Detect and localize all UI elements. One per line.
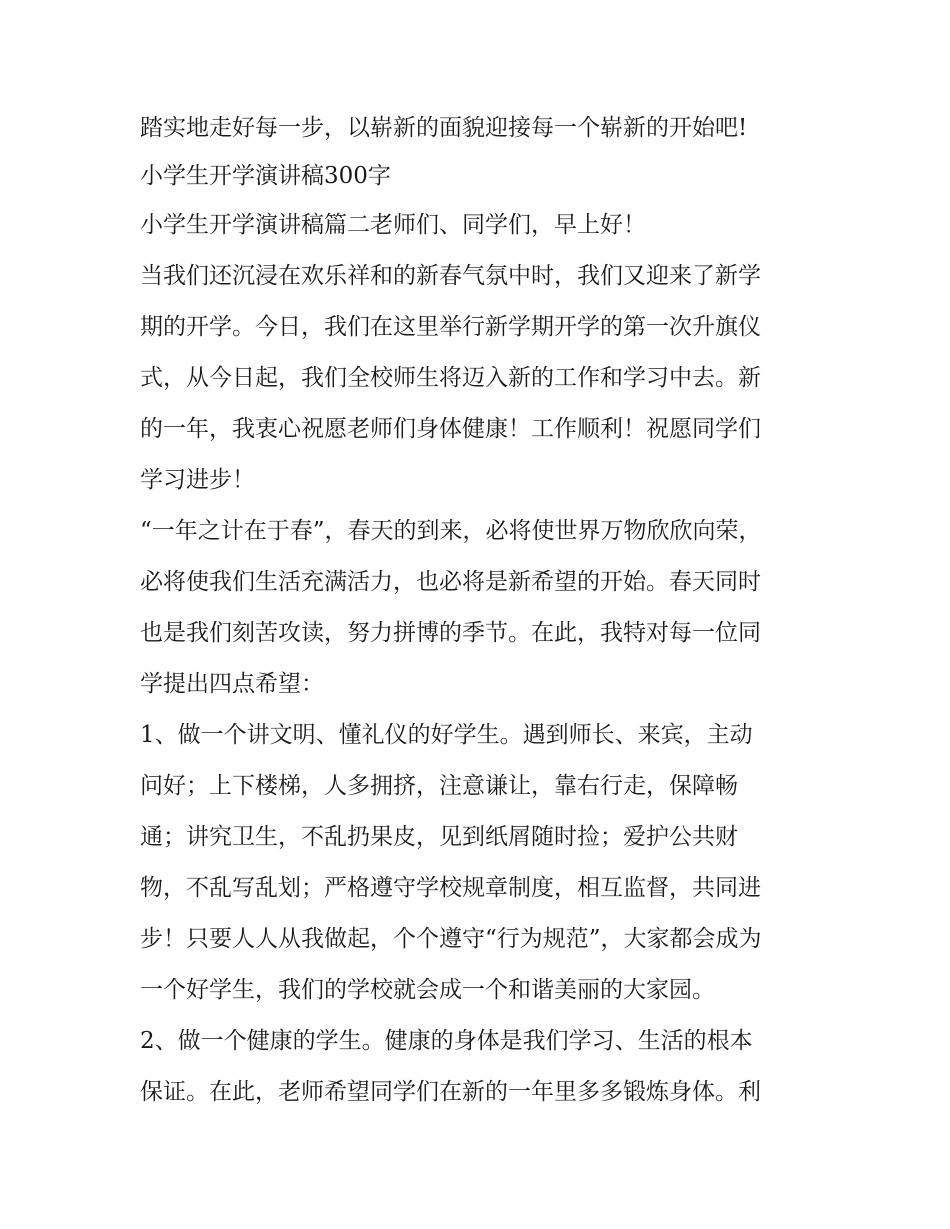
text-line: 一个好学生，我们的学校就会成一个和谐美丽的大家园。: [140, 977, 715, 1003]
list-item-2-line: 2、做一个健康的学生。健康的身体是我们学习、生活的根本: [140, 1028, 753, 1054]
text-line: 学习进步！: [140, 467, 255, 493]
text-line: 踏实地走好每一步，以崭新的面貌迎接每一个崭新的开始吧!: [140, 115, 748, 141]
text-line: 的一年，我衷心祝愿老师们身体健康！工作顺利！祝愿同学们: [140, 416, 761, 442]
text-line: “一年之计在于春”，春天的到来，必将使世界万物欣欣向荣，: [140, 518, 762, 544]
text-line: 式，从今日起，我们全校师生将迈入新的工作和学习中去。新: [140, 365, 761, 391]
text-line: 通；讲究卫生，不乱扔果皮，见到纸屑随时捡；爱护公共财: [140, 824, 738, 850]
list-item-1-line: 1、做一个讲文明、懂礼仪的好学生。遇到师长、来宾，主动: [140, 722, 753, 748]
text-line: 问好；上下楼梯，人多拥挤，注意谦让，靠右行走，保障畅: [140, 773, 738, 799]
text-line: 也是我们刻苦攻读，努力拼博的季节。在此，我特对每一位同: [140, 620, 761, 646]
text-line: 必将使我们生活充满活力，也必将是新希望的开始。春天同时: [140, 569, 761, 595]
text-line: 学提出四点希望：: [140, 671, 324, 697]
document-body: [140, 104, 820, 1118]
section-title: 小学生开学演讲稿300字: [140, 163, 391, 189]
text-line: 步！只要人人从我做起，个个遵守“行为规范”，大家都会成为: [140, 926, 762, 952]
text-line: 期的开学。今日，我们在这里举行新学期开学的第一次升旗仪: [140, 314, 761, 340]
text-line: 保证。在此，老师希望同学们在新的一年里多多锻炼身体。利: [140, 1079, 761, 1105]
text-line: 物，不乱写乱划；严格遵守学校规章制度，相互监督，共同进: [140, 875, 761, 901]
speech-heading: 小学生开学演讲稿篇二老师们、同学们，早上好！: [140, 212, 646, 238]
text-line: 当我们还沉浸在欢乐祥和的新春气氛中时，我们又迎来了新学: [140, 263, 761, 289]
